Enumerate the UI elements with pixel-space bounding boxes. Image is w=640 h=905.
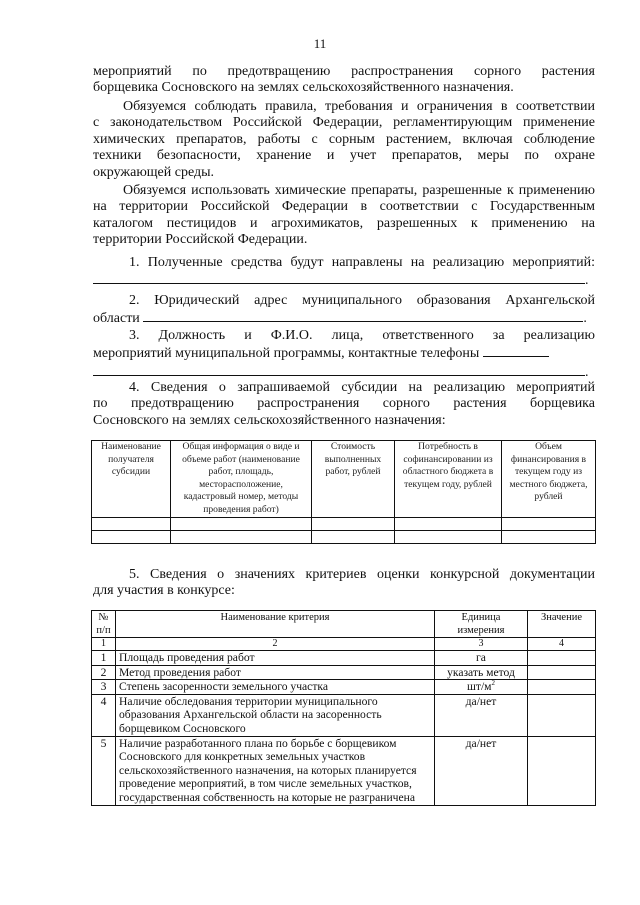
row-number: 2 (92, 665, 116, 680)
item-4-line: 4. Сведения о запрашиваемой субсидии на реализацию мероприятий (129, 380, 595, 395)
table-cell (92, 517, 171, 530)
intro-paragraph (93, 64, 595, 97)
table-cell (395, 517, 502, 530)
subsidy-table (91, 440, 596, 544)
item-1-text: 1. Полученные средства будут направлены на реализацию мероприятий: (129, 255, 595, 270)
obligation-line: на территории Российской Федерации в соответствии с Государственным (93, 199, 595, 215)
table-cell (502, 530, 596, 543)
column-header: Значение (528, 611, 596, 638)
criterion-value (528, 680, 596, 695)
obligation-line: каталогом пестицидов и агрохимикатов, разрешенных к применению на (93, 215, 595, 231)
criterion-unit: шт/м (466, 680, 492, 694)
fill-line (143, 309, 583, 322)
page-number: 11 (313, 36, 327, 51)
table-cell (395, 530, 502, 543)
item-4 (93, 380, 595, 429)
table-cell (171, 530, 312, 543)
obligation-line: окружающей среды. (93, 164, 215, 180)
criterion-value (528, 736, 596, 805)
fill-end: . (585, 364, 589, 380)
table-row (92, 694, 596, 736)
fill-end: . (585, 273, 589, 289)
criteria-table (91, 610, 596, 806)
criterion-unit: да/нет (435, 736, 528, 805)
criterion-name: Метод проведения работ (116, 665, 435, 680)
column-header: Общая информация о виде и объеме работ (наименование работ, площадь, месторасположение, кадастровый номер, методы проведения работ) (171, 441, 312, 518)
table-row (92, 517, 596, 530)
item-4-line: Сосновского на землях сельскохозяйственного назначения: (93, 412, 446, 428)
table-header-row (92, 441, 596, 518)
row-number: 1 (92, 651, 116, 666)
table-header-row (92, 611, 596, 638)
fill-line (93, 271, 585, 284)
table-cell (171, 517, 312, 530)
criterion-name: Площадь проведения работ (116, 651, 435, 666)
criterion-unit-cell (435, 680, 528, 695)
criterion-unit: да/нет (435, 694, 528, 736)
column-header: № п/п (92, 611, 116, 638)
obligation-line: с законодательством Российской Федерации, регламентирующим применение (93, 115, 595, 131)
item-3-cont: мероприятий муниципальной программы, контактные телефоны (93, 346, 480, 362)
row-number: 3 (92, 680, 116, 695)
unit-superscript: 2 (491, 679, 496, 688)
item-2-text: 2. Юридический адрес муниципального образования Архангельской (129, 293, 595, 308)
row-number: 4 (92, 694, 116, 736)
column-header: Потребность в софинансировании из областного бюджета в текущем году, рублей (395, 441, 502, 518)
criterion-value (528, 665, 596, 680)
criterion-unit: указать метод (435, 665, 528, 680)
item-5 (93, 567, 595, 600)
criterion-name: Наличие обследования территории муниципального образования Архангельской области на засоренность борщевиком Сосновского (116, 694, 435, 736)
column-number: 2 (116, 638, 435, 651)
fill-line (483, 344, 549, 357)
column-number: 4 (528, 638, 596, 651)
obligation-line: Обязуемся соблюдать правила, требования и ограничения в соответствии (123, 99, 595, 114)
column-header: Объем финансирования в текущем году из местного бюджета, рублей (502, 441, 596, 518)
criterion-unit: га (435, 651, 528, 666)
item-4-line: по предотвращению распространения сорного растения борщевика (93, 396, 595, 412)
column-header: Стоимость выполненных работ, рублей (312, 441, 395, 518)
item-1 (93, 255, 595, 290)
table-row (92, 665, 596, 680)
table-cell (92, 530, 171, 543)
column-number: 1 (92, 638, 116, 651)
item-3-text: 3. Должность и Ф.И.О. лица, ответственного за реализацию (129, 328, 595, 343)
row-number: 5 (92, 736, 116, 805)
numbering-row (92, 638, 596, 651)
table-cell (312, 517, 395, 530)
obligation-line: территории Российской Федерации. (93, 232, 308, 248)
criterion-name: Наличие разработанного плана по борьбе с борщевиком Сосновского для конкретных земельных участков сельскохозяйственного назначения, на которых планируется проведение мероприятий, в том числе земельных участков, государственная собственность на которые не разграничена (116, 736, 435, 805)
item-5-line: для участия в конкурсе: (93, 583, 235, 599)
item-2 (93, 293, 595, 328)
fill-end: . (583, 311, 587, 327)
column-number: 3 (435, 638, 528, 651)
fill-line (93, 363, 585, 376)
obligation-line: Обязуемся использовать химические препараты, разрешенные к применению (123, 183, 595, 198)
obligation-line: химических препаратов, работы с сорным растением, включая соблюдение (93, 131, 595, 147)
table-cell (502, 517, 596, 530)
obligation-paragraph-1 (93, 99, 595, 181)
column-header: Наименование критерия (116, 611, 435, 638)
table-row (92, 651, 596, 666)
table-row (92, 530, 596, 543)
column-header: Наименование получателя субсидии (92, 441, 171, 518)
table-row (92, 680, 596, 695)
obligation-line: техники безопасности, хранение и учет препаратов, меры по охране (93, 148, 595, 164)
table-row (92, 736, 596, 805)
criterion-name: Степень засоренности земельного участка (116, 680, 435, 695)
obligation-paragraph-2 (93, 183, 595, 249)
intro-line: мероприятий по предотвращению распространения сорного растения (93, 64, 595, 79)
table-cell (312, 530, 395, 543)
intro-line: борщевика Сосновского на землях сельскохозяйственного назначения. (93, 80, 514, 96)
item-2-cont: области (93, 311, 140, 327)
item-3 (93, 328, 595, 381)
item-5-line: 5. Сведения о значениях критериев оценки конкурсной документации (129, 567, 595, 582)
criterion-value (528, 651, 596, 666)
column-header: Единица измерения (435, 611, 528, 638)
criterion-value (528, 694, 596, 736)
